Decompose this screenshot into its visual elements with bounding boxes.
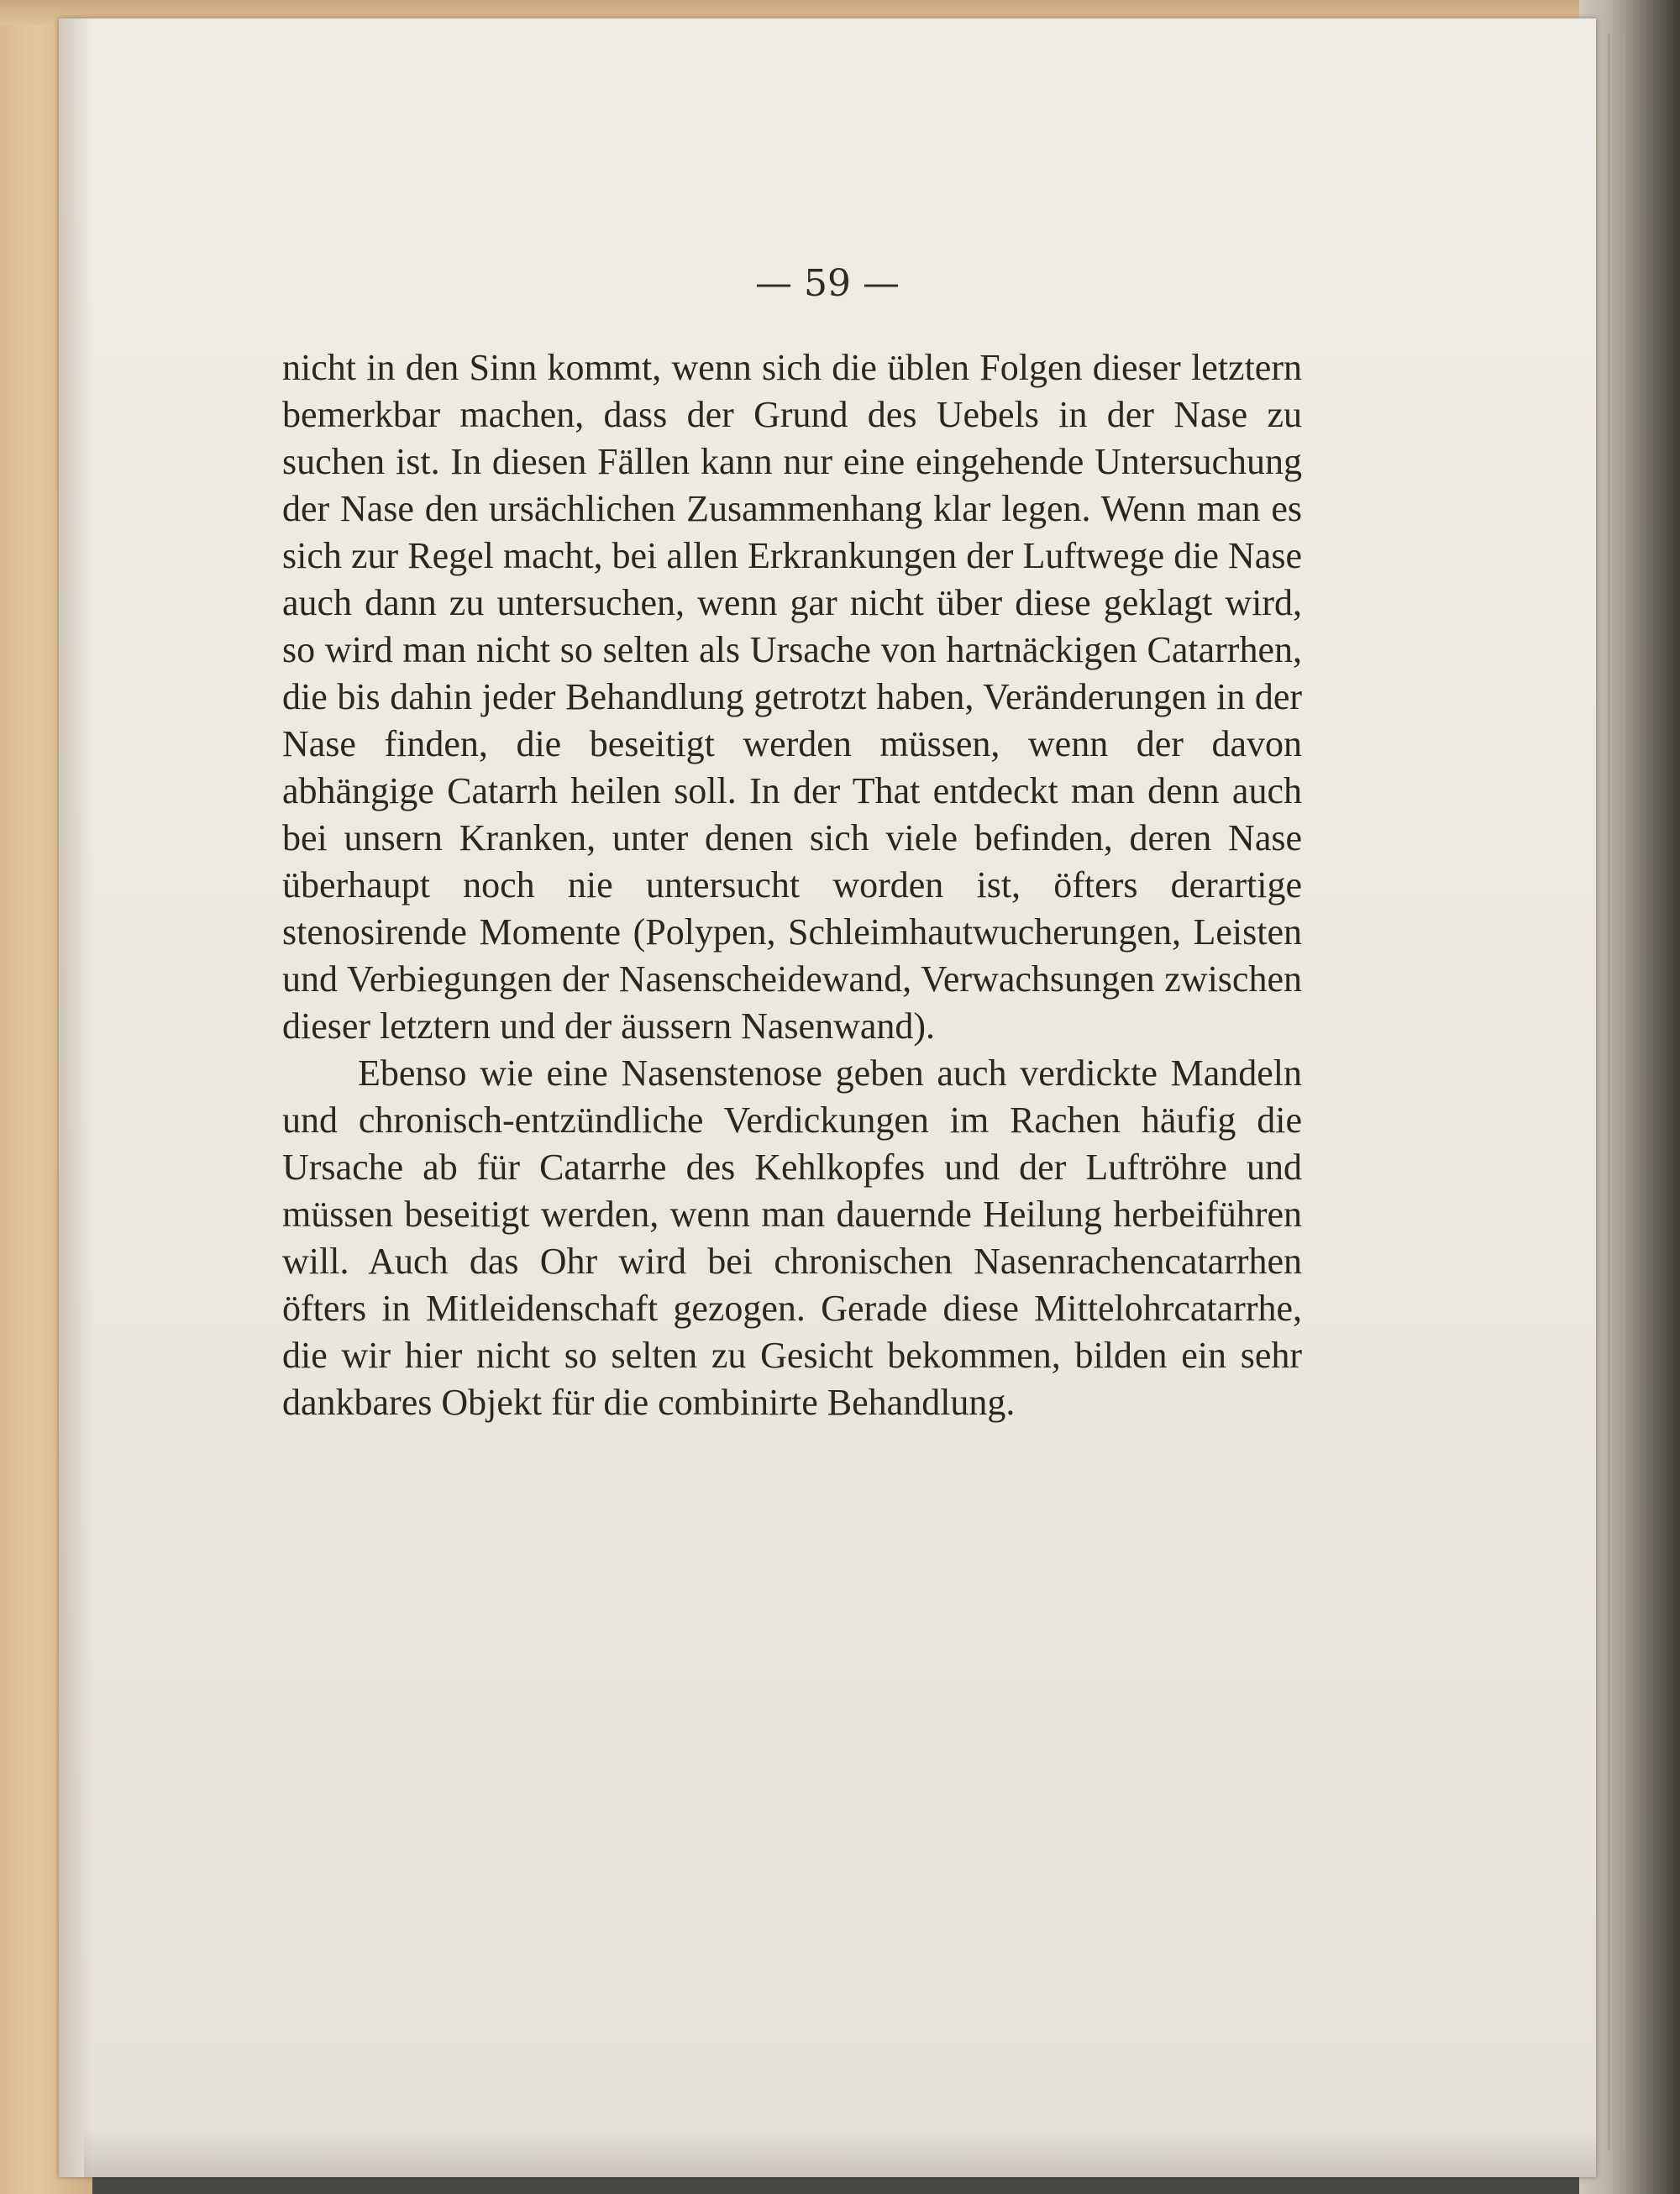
paragraph: Ebenso wie eine Nasenstenose geben auch verdickte Mandeln und chronisch-entzündliche Verdickungen im Rachen häufig die Ursache ab für Catarrhe des Kehlkopfes und der Luftröhre und müssen beseitigt werden, wenn man dauernde Heilung herbeiführen will. Auch das Ohr wird bei chronischen Nasenrachencatarrhen öfters in Mitleidenschaft gezogen. Gerade diese Mittelohrcatarrhe, die wir hier nicht so selten zu Gesicht bekommen, bilden ein sehr dankbares Objekt für die combinirte Behandlung. [282,1052,1302,1423]
page-body-text [282,344,1302,1426]
page-edge-line [1623,34,1625,2150]
page-number-header: — 59 — [755,262,900,305]
gutter-shadow [59,18,92,2177]
paragraph-continued: nicht in den Sinn kommt, wenn sich die üblen Folgen dieser letztern bemerkbar machen, dass der Grund des Uebels in der Nase zu suchen ist. In diesen Fällen kann nur eine eingehende Untersuchung der Nase den ursächlichen Zusammenhang klar legen. Wenn man es sich zur Regel macht, bei allen Erkrankungen der Luftwege die Nase auch dann zu untersuchen, wenn gar nicht über diese geklagt wird, so wird man nicht so selten als Ursache von hartnäckigen Catarrhen, die bis dahin jeder Behandlung getrotzt haben, Veränderungen in der Nase finden, die beseitigt werden müssen, wenn der davon abhängige Catarrh heilen soll. In der That entdeckt man denn auch bei unsern Kranken, unter denen sich viele befinden, deren Nase überhaupt noch nie untersucht worden ist, öfters derartige stenosirende Momente (Polypen, Schleimhautwucherungen, Leisten und Verbiegungen der Nasenscheidewand, Verwachsungen zwischen dieser letztern und der äussern Nasenwand). [282,347,1302,1047]
book-leaf [59,18,1596,2177]
page-bottom-shade [84,2127,1596,2177]
page-edge-line [1608,34,1610,2150]
